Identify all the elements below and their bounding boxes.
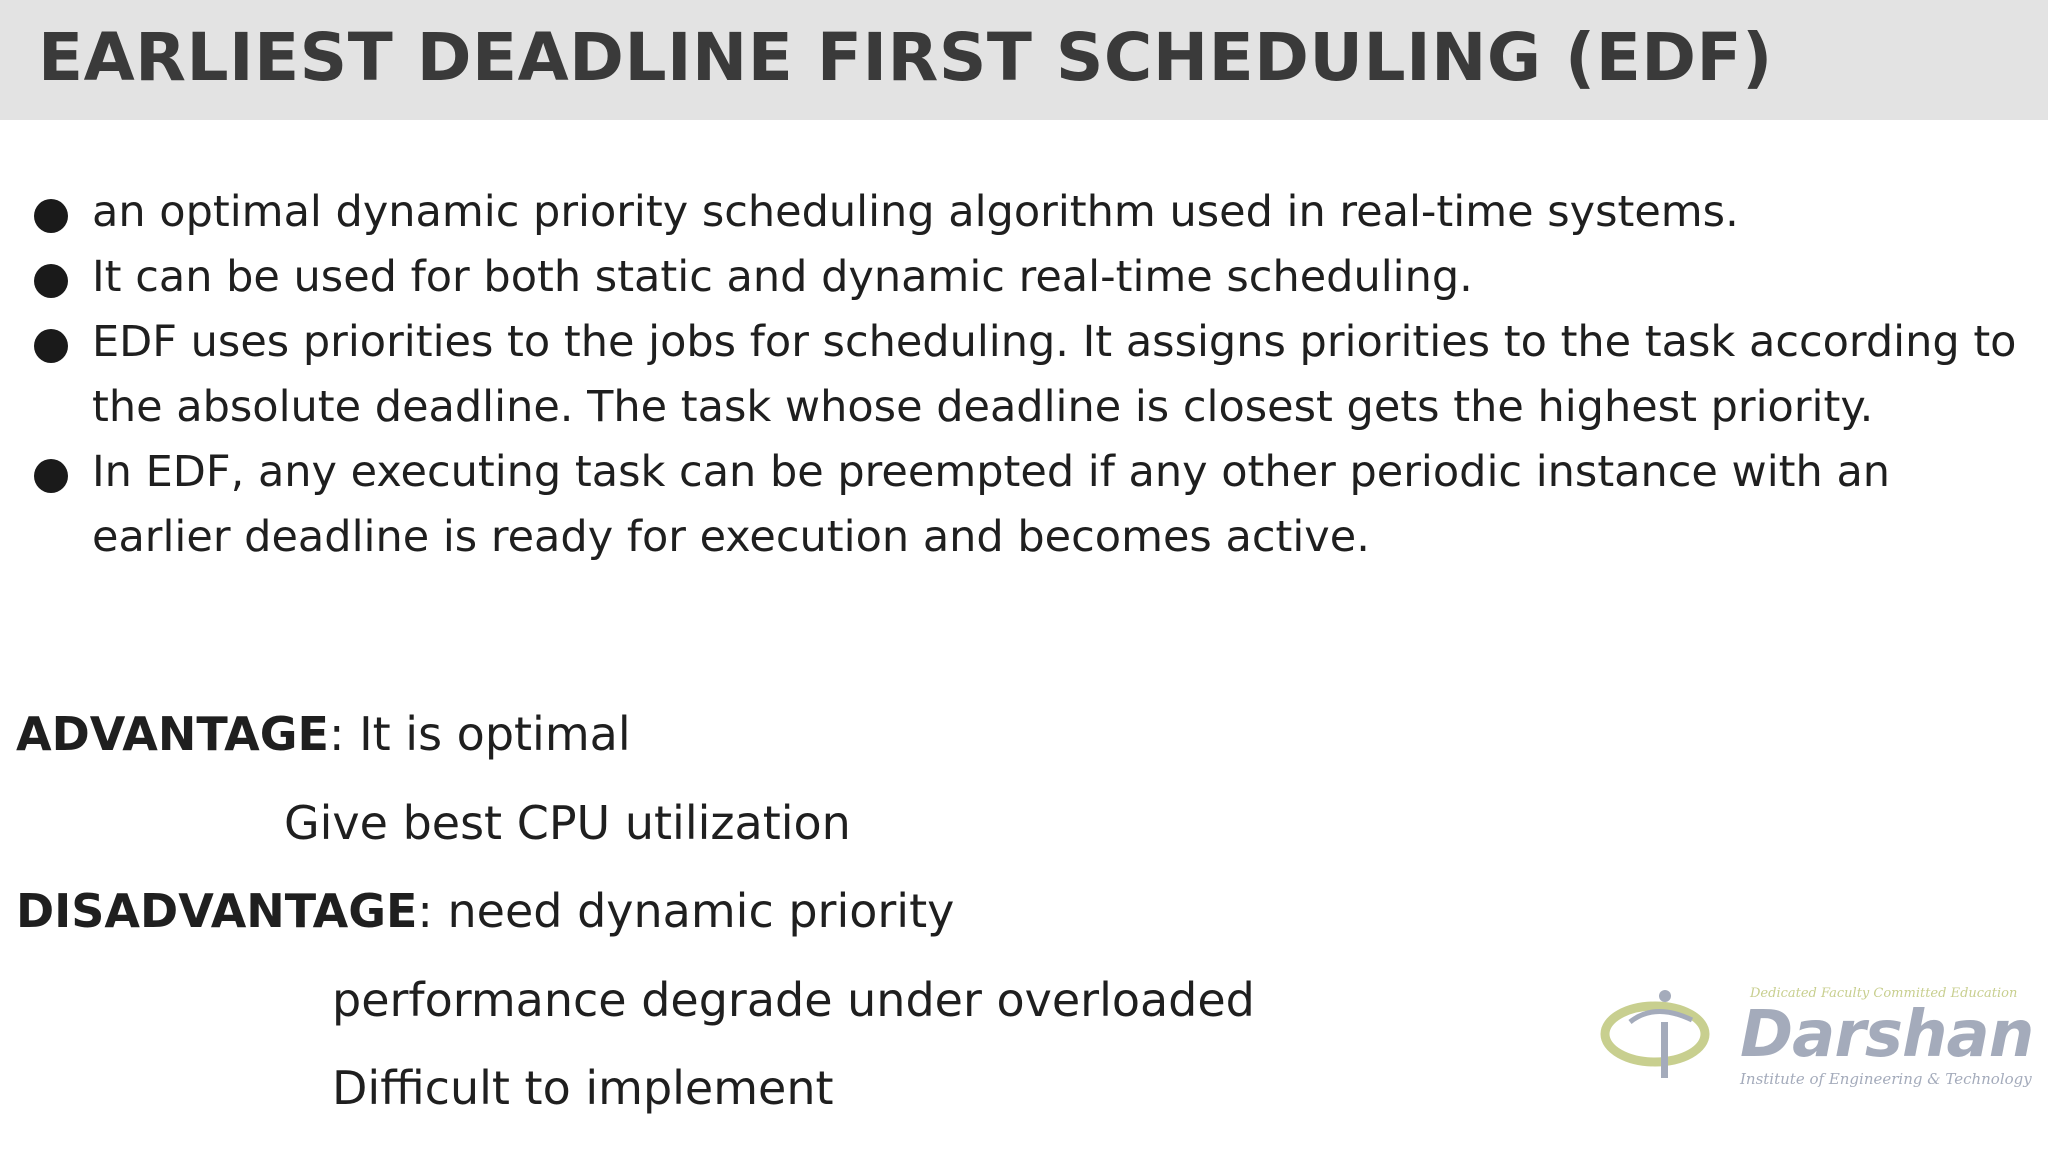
disadvantage-row	[16, 881, 954, 941]
bullet-text: EDF uses priorities to the jobs for scheduling. It assigns priorities to the task according to the absolute deadline. The task whose deadline is closest gets the highest priority.	[92, 317, 2017, 432]
advantage-item: It is optimal	[359, 707, 631, 761]
bullet-dot-icon	[34, 459, 68, 493]
bullet-item	[30, 180, 2020, 245]
bullet-dot-icon	[34, 199, 68, 233]
advantage-row-2	[284, 793, 851, 853]
slide-title: EARLIEST DEADLINE FIRST SCHEDULING (EDF)	[38, 19, 1773, 96]
disadvantage-row-2	[332, 970, 1255, 1030]
advantage-separator: :	[328, 707, 345, 761]
bullet-item	[30, 245, 2020, 310]
disadvantage-row-3	[332, 1058, 834, 1118]
darshan-logo	[1600, 982, 2040, 1092]
advantage-row	[16, 704, 631, 764]
bullet-item	[30, 440, 2020, 570]
bullet-item	[30, 310, 2020, 440]
logo-subtitle: Institute of Engineering & Technology	[1740, 1070, 2032, 1088]
logo-tagline: Dedicated Faculty Committed Education	[1750, 986, 2018, 1001]
bullet-text: In EDF, any executing task can be preempted if any other periodic instance with an earlier deadline is ready for execution and becomes active.	[92, 447, 1891, 562]
bullet-dot-icon	[34, 264, 68, 298]
bullet-list	[30, 180, 2020, 570]
disadvantage-label: DISADVANTAGE	[16, 884, 418, 938]
bullet-text: an optimal dynamic priority scheduling algorithm used in real-time systems.	[92, 187, 1739, 237]
logo-name: Darshan	[1740, 998, 2034, 1072]
disadvantage-item: Difficult to implement	[332, 1061, 834, 1115]
disadvantage-item: need dynamic priority	[447, 884, 955, 938]
darshan-emblem-icon	[1600, 982, 1720, 1092]
advantage-label: ADVANTAGE	[16, 707, 329, 761]
bullet-dot-icon	[34, 329, 68, 363]
title-bar	[0, 0, 2048, 120]
bullet-text: It can be used for both static and dynamic real-time scheduling.	[92, 252, 1473, 302]
disadvantage-item: performance degrade under overloaded	[332, 973, 1255, 1027]
advantage-item: Give best CPU utilization	[284, 796, 851, 850]
disadvantage-separator: :	[417, 884, 433, 938]
